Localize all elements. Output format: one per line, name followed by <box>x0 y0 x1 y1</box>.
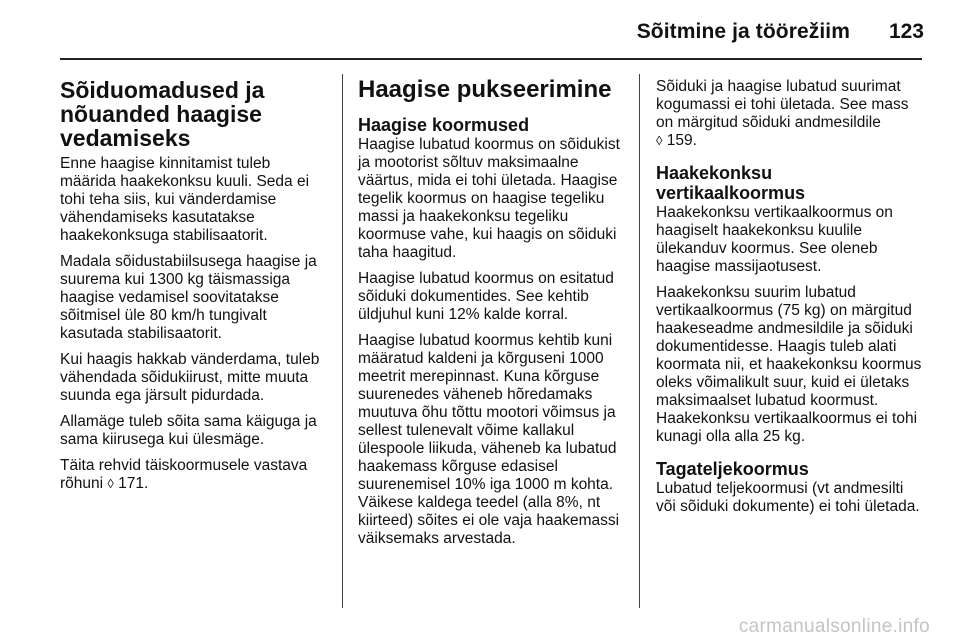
heading-towing-tips: Sõiduomadused ja nõuanded haagise vedamiseks <box>60 77 265 151</box>
page-reference-arrow-icon: ◊ <box>107 476 114 491</box>
column-1 <box>60 78 326 501</box>
paragraph: Madala sõidustabiilsusega haagise ja suurema kui 1300 kg täismassiga haagise vedamisel soovitatakse sõitmisel üle 80 km/h tungivalt kasutada stabilisaatorit. <box>60 253 317 342</box>
running-header-title: Sõitmine ja töörežiim <box>636 20 850 43</box>
watermark: carmanualsonline.info <box>738 616 930 637</box>
paragraph: Haagise lubatud koormus kehtib kuni määratud kaldeni ja kõrguseni 1000 meetrit merepinnast. Kuna kõrguse suurenedes väheneb hõredamaks muutuva õhu tõttu mootori võimsus ja sellest tulenevalt võime kallakul ülespoole liikuda, väheneb ka lubatud haakemass kõrguse edasisel suurenemisel 10% iga 1000 m kohta. Väikese kaldega teedel (alla 8%, nt kiirteed) sõites ei ole vaja haakemassi väiksemaks arvestada. <box>358 332 620 547</box>
subheading-rear-axle-load: Tagateljekoormus <box>656 459 809 479</box>
subheading-vertical-load: Haakekonksu vertikaalkoormus <box>656 163 806 203</box>
paragraph: Haakekonksu vertikaalkoormus on haagiselt haakekonksu kuulile ülekanduv koormus. See oleneb haagise massijaotusest. <box>656 204 893 275</box>
column-divider-2 <box>639 74 640 608</box>
page-reference[interactable]: 171. <box>118 475 149 492</box>
paragraph-tyre-pressure <box>60 457 326 493</box>
heading-trailer-towing: Haagise pukseerimine <box>358 76 612 103</box>
header-rule <box>60 58 922 60</box>
page-number: 123 <box>888 20 924 43</box>
paragraph: Allamäge tuleb sõita sama käiguga ja sama kiirusega kui ülesmäge. <box>60 413 317 448</box>
paragraph: Haagise lubatud koormus on sõidukist ja mootorist sõltuv maksimaalne väärtus, mida ei tohi ületada. Haagise tegelik koormus on haagise tegeliku massi ja haakekonksu tegeliku koormuse vahe, kui haagis on sõiduki taha haagitud. <box>358 136 620 261</box>
paragraph: Kui haagis hakkab vänderdama, tuleb vähendada sõidukiirust, mitte muuta suunda ega järsult pidurdada. <box>60 351 320 404</box>
column-2 <box>358 78 624 556</box>
paragraph: Haagise lubatud koormus on esitatud sõiduki dokumentides. See kehtib üldjuhul kuni 12% kalde korral. <box>358 270 614 323</box>
page-reference[interactable]: 159. <box>666 132 697 149</box>
column-divider-1 <box>342 74 343 608</box>
paragraph-text: Täita rehvid täiskoormusele vastava rõhuni <box>60 457 308 492</box>
paragraph: Lubatud teljekoormusi (vt andmesilti või sõiduki dokumente) ei tohi ületada. <box>656 480 920 515</box>
subheading-trailer-loads: Haagise koormused <box>358 115 530 135</box>
paragraph-text: Sõiduki ja haagise lubatud suurimat kogumassi ei tohi ületada. See mass on märgitud sõiduki andmesildile <box>656 78 909 131</box>
page-reference-arrow-icon: ◊ <box>656 133 663 148</box>
paragraph: Haakekonksu suurim lubatud vertikaalkoormus (75 kg) on märgitud haakeseadme andmesildile ja sõiduki dokumentidesse. Haagis tuleb alati koormata nii, et haakekonksu koormus oleks võimalikult suur, kuid ei ületaks maksimaalset lubatud koormust. Haakekonksu vertikaalkoormus ei tohi kunagi olla alla 25 kg. <box>656 284 922 445</box>
column-3 <box>656 78 922 524</box>
paragraph-gross-mass <box>656 78 922 150</box>
paragraph: Enne haagise kinnitamist tuleb määrida haakekonksu kuuli. Seda ei tohi teha siis, kui vänderdamise vähendamiseks kasutatakse haakekonksuga stabilisaatorit. <box>60 155 310 244</box>
